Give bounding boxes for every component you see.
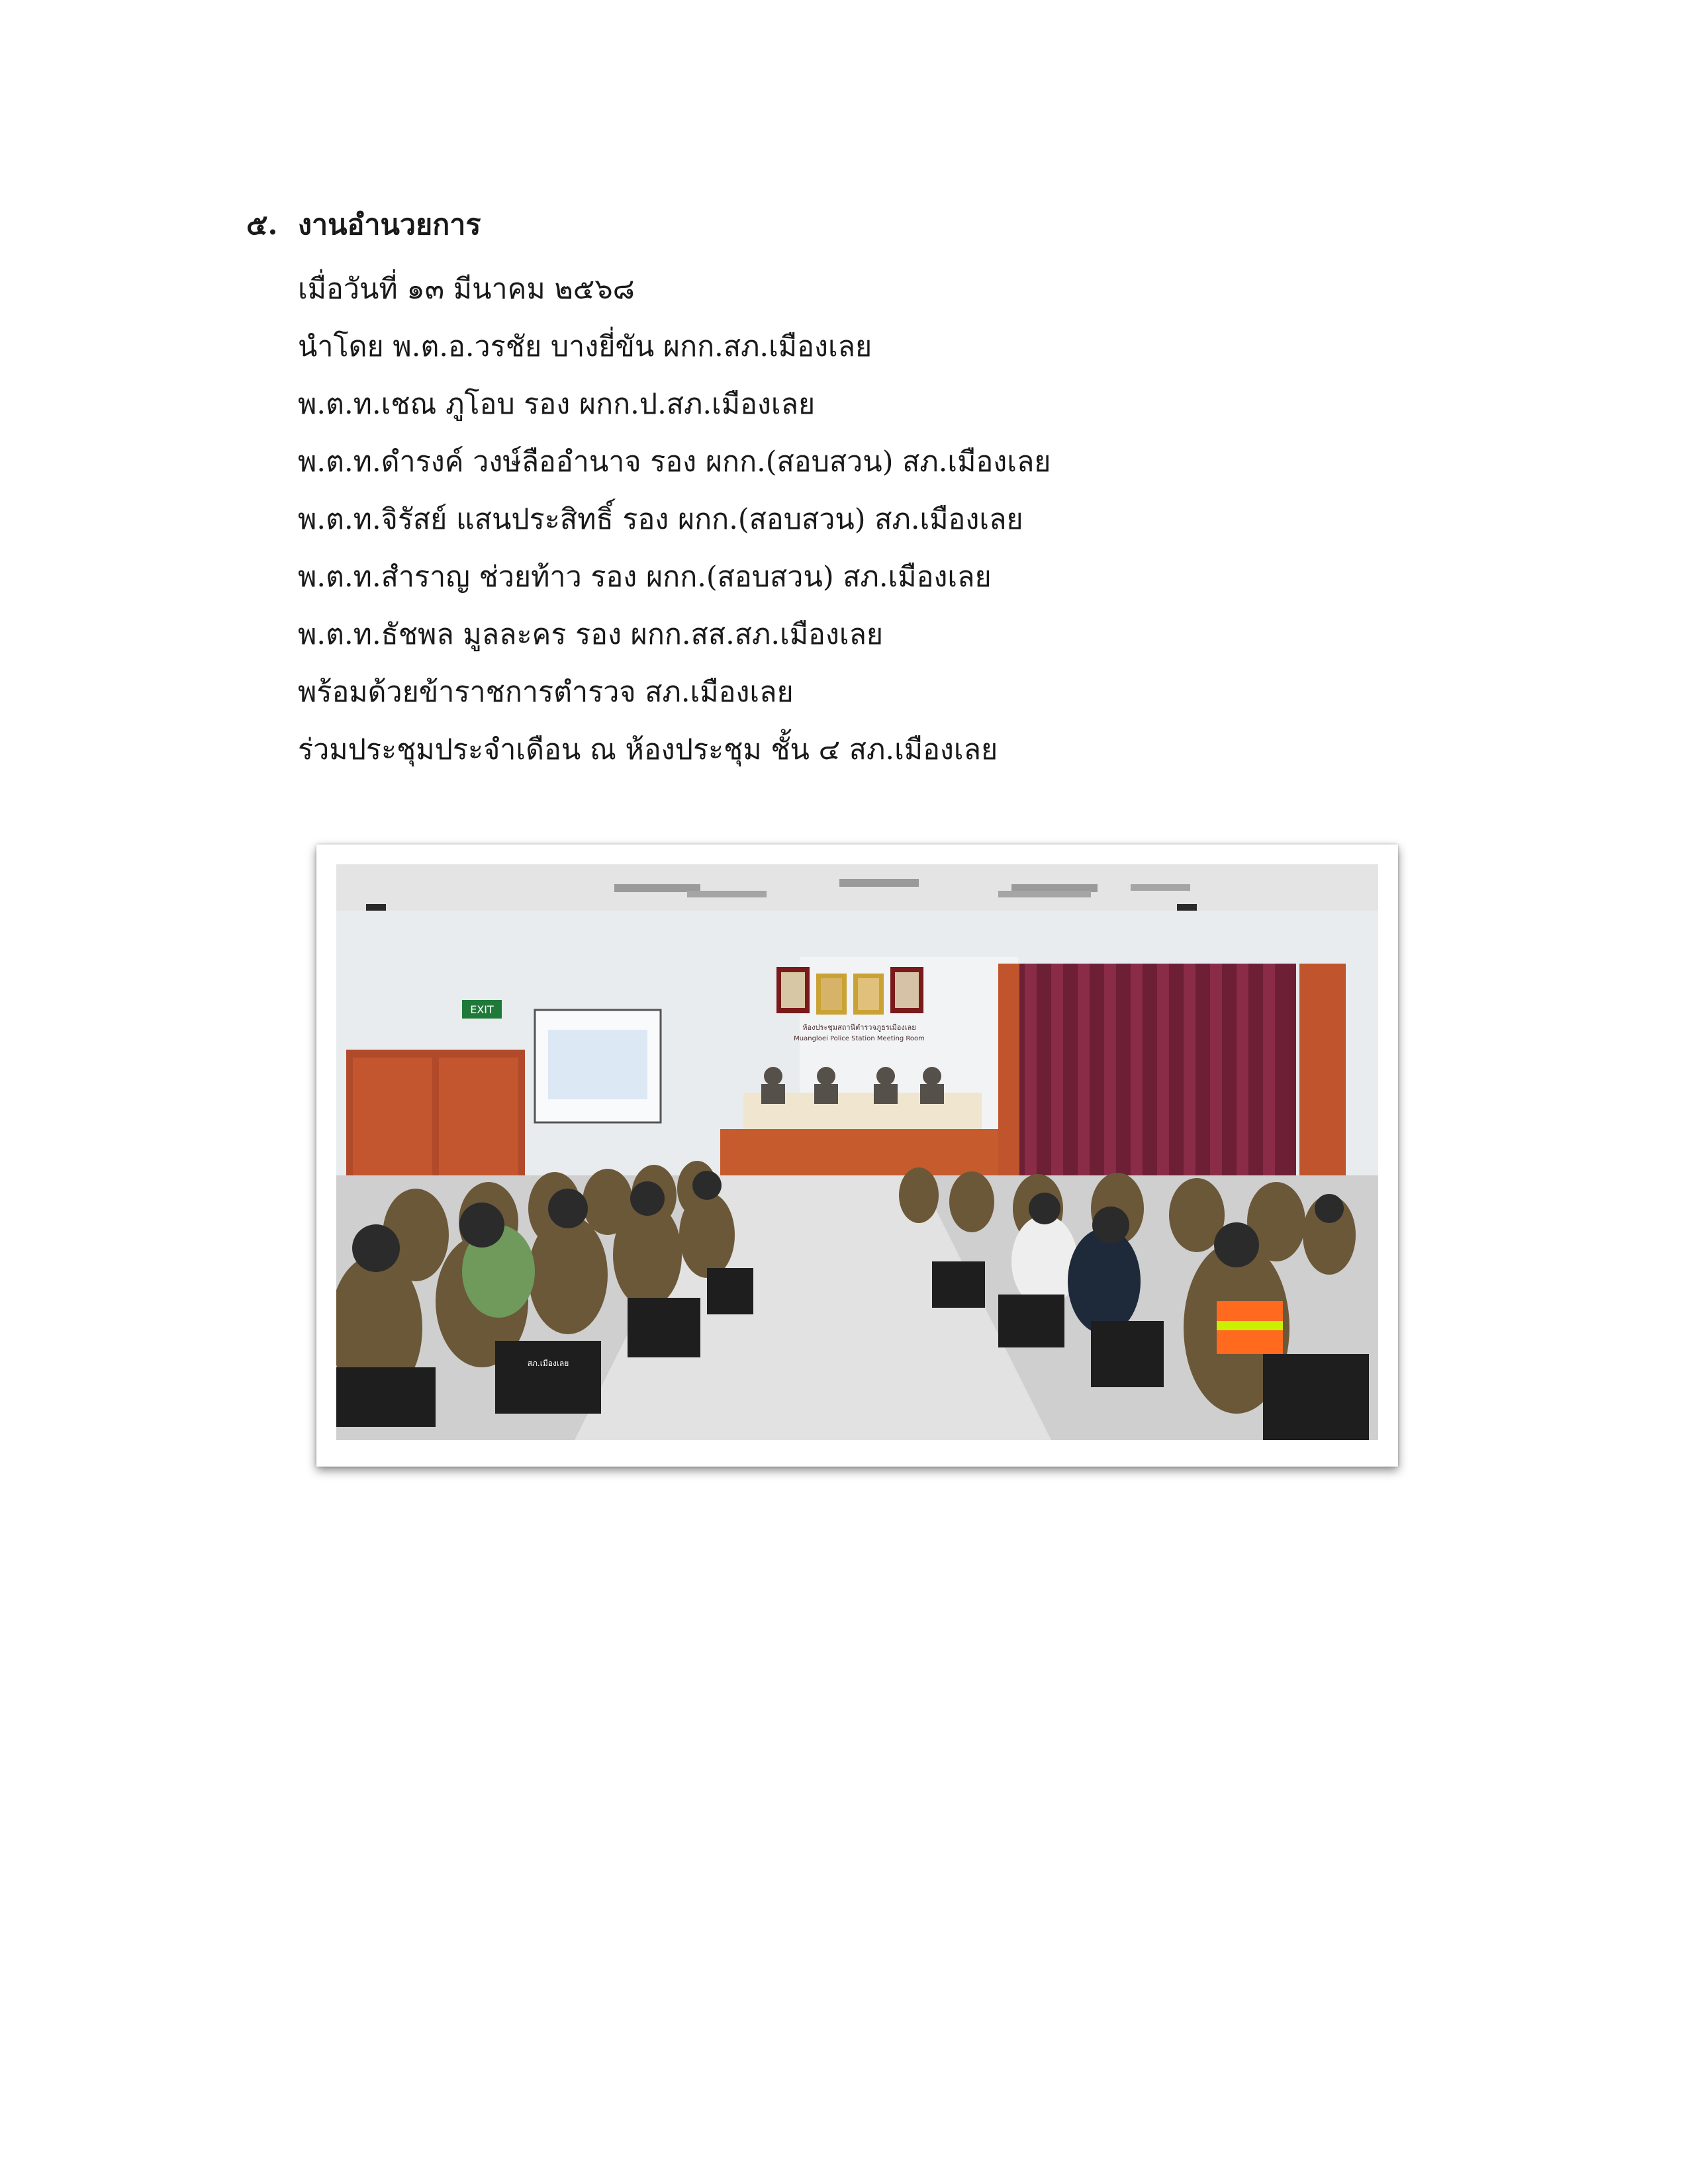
section-heading (246, 204, 481, 246)
meeting-photo (336, 864, 1378, 1440)
attendee-line: นำโดย พ.ต.อ.วรชัย บางยี่ขัน ผกก.สภ.เมืองเลย (298, 330, 872, 363)
section-number: ๕. (246, 208, 278, 242)
attendee-line: พ.ต.ท.จิรัสย์ แสนประสิทธิ์ รอง ผกก.(สอบสวน) สภ.เมืองเลย (298, 503, 1023, 536)
room-sign-th: ห้องประชุมสถานีตำรวจภูธรเมืองเลย (802, 1023, 916, 1032)
section-title: งานอำนวยการ (298, 208, 481, 242)
meeting-room-illustration (336, 864, 1378, 1440)
meeting-location: ร่วมประชุมประจำเดือน ณ ห้องประชุม ชั้น ๔ สภ.เมืองเลย (298, 733, 998, 766)
meeting-date: เมื่อวันที่ ๑๓ มีนาคม ๒๕๖๘ (298, 273, 635, 306)
exit-sign: EXIT (470, 1003, 494, 1016)
attendee-line: พ.ต.ท.ดำรงค์ วงษ์ลืออำนาจ รอง ผกก.(สอบสวน) สภ.เมืองเลย (298, 445, 1051, 478)
meeting-details (298, 261, 1051, 779)
room-sign-en: Muangloei Police Station Meeting Room (794, 1035, 925, 1042)
attendee-line: พ.ต.ท.สำราญ ช่วยท้าว รอง ผกก.(สอบสวน) สภ.เมืองเลย (298, 561, 992, 594)
attendee-line: พ.ต.ท.เชณ ภูโอบ รอง ผกก.ป.สภ.เมืองเลย (298, 388, 816, 421)
chair-label: สภ.เมืองเลย (527, 1359, 569, 1368)
meeting-photo-frame (316, 844, 1398, 1467)
attendee-line: พร้อมด้วยข้าราชการตำรวจ สภ.เมืองเลย (298, 676, 794, 709)
attendee-line: พ.ต.ท.ธัชพล มูลละคร รอง ผกก.สส.สภ.เมืองเลย (298, 618, 884, 651)
